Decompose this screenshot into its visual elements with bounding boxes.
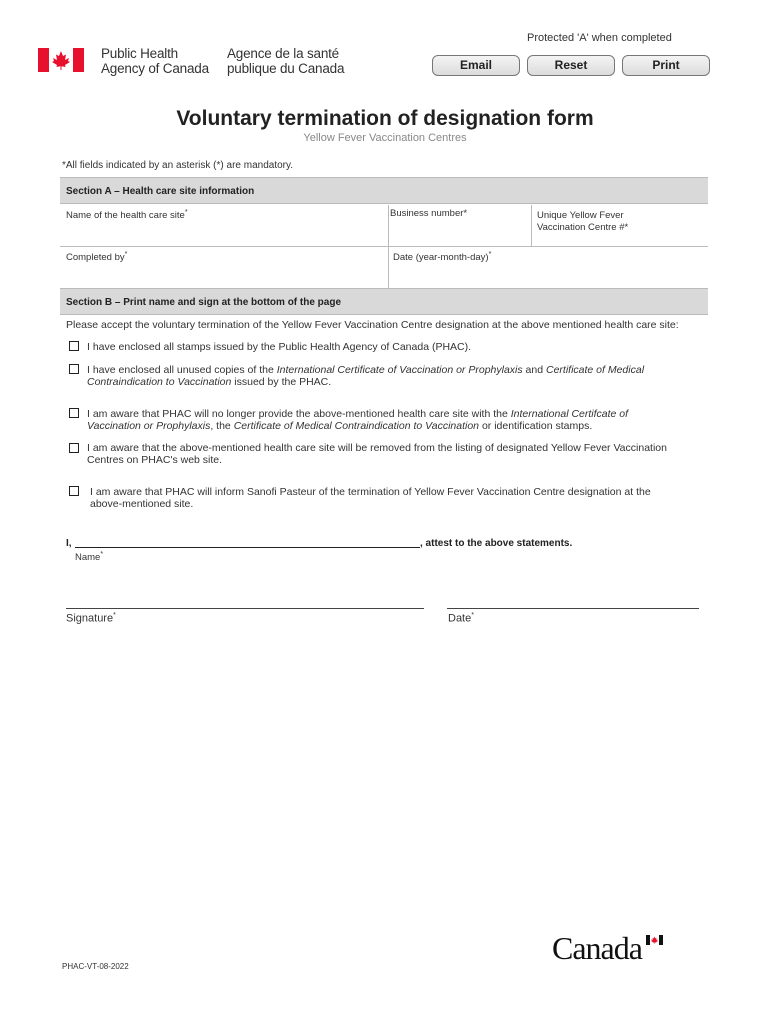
section-b-heading: Section B – Print name and sign at the bottom of the page <box>60 288 708 315</box>
site-name-label-text: Name of the health care site <box>66 210 185 222</box>
signature-date-label: Date* <box>448 612 474 625</box>
signature-date-field[interactable] <box>447 588 699 608</box>
unique-centre-label-line1: Unique Yellow Fever <box>537 210 624 221</box>
signature-label: Signature* <box>66 612 116 625</box>
divider <box>388 205 389 246</box>
print-button[interactable]: Print <box>622 55 710 76</box>
canada-flag-icon <box>38 48 84 72</box>
protected-note: Protected 'A' when completed <box>527 32 672 44</box>
inform-sanofi-checkbox[interactable] <box>69 486 79 496</box>
agency-name-en <box>101 46 209 76</box>
site-name-label: Name of the health care site* <box>66 209 188 222</box>
date-label: Date (year-month-day)* <box>393 251 492 264</box>
text-segment: or identification stamps. <box>479 420 593 432</box>
mandatory-note: *All fields indicated by an asterisk (*) are mandatory. <box>62 160 294 171</box>
stamps-enclosed-text: I have enclosed all stamps issued by the Public Health Agency of Canada (PHAC). <box>87 341 472 353</box>
signature-field[interactable] <box>66 588 424 608</box>
section-b-intro: Please accept the voluntary termination of the Yellow Fever Vaccination Centre designation at the above mentioned health care site: <box>66 319 679 331</box>
certificates-enclosed-text <box>87 364 687 388</box>
text-segment: Certificate of Medical Contraindication to Vaccination <box>233 420 480 432</box>
wordmark-flag-icon <box>646 935 663 945</box>
agency-name-fr <box>227 46 344 76</box>
removed-from-listing-checkbox[interactable] <box>69 443 79 453</box>
agency-en-line2: Agency of Canada <box>101 61 209 76</box>
certificates-enclosed-checkbox[interactable] <box>69 364 79 374</box>
unique-centre-label <box>537 210 628 234</box>
removed-from-listing-text <box>87 442 697 466</box>
agency-fr-line2: publique du Canada <box>227 61 345 76</box>
signature-line <box>66 608 424 609</box>
completed-by-field[interactable] <box>62 262 384 286</box>
removed-from-listing-line2: Centres on PHAC's web site. <box>87 454 223 466</box>
site-name-field[interactable] <box>62 220 384 244</box>
text-segment: International Certifcate of <box>510 408 629 420</box>
business-number-field[interactable] <box>392 220 528 244</box>
stamps-enclosed-checkbox[interactable] <box>69 341 79 351</box>
text-segment: I have enclosed all unused copies of the <box>87 364 277 376</box>
business-number-label: Business number* <box>390 208 468 219</box>
text-segment: issued by the PHAC. <box>231 376 332 388</box>
canada-wordmark: Canada <box>552 930 642 966</box>
attest-name-field[interactable] <box>75 532 420 547</box>
section-a-heading: Section A – Health care site information <box>60 177 708 204</box>
no-longer-provide-checkbox[interactable] <box>69 408 79 418</box>
no-longer-provide-line1 <box>87 408 687 420</box>
text-segment: , the <box>210 420 234 432</box>
divider <box>60 246 708 247</box>
completed-by-label: Completed by* <box>66 251 128 264</box>
inform-sanofi-text <box>90 486 700 510</box>
inform-sanofi-line2: above-mentioned site. <box>90 498 194 510</box>
divider <box>531 205 532 246</box>
name-label: Name* <box>75 551 104 564</box>
text-segment: Certificate of Medical <box>545 364 645 376</box>
attest-suffix: , attest to the above statements. <box>420 538 573 549</box>
divider <box>388 247 389 288</box>
agency-fr-line1: Agence de la santé <box>227 46 339 61</box>
text-segment: Contraindication to Vaccination <box>87 376 232 388</box>
unique-centre-label-line2: Vaccination Centre #* <box>537 222 629 233</box>
certificates-enclosed-line1 <box>87 364 687 376</box>
date-label-text: Date (year-month-day) <box>393 252 489 264</box>
text-segment: and <box>522 364 546 376</box>
reset-button[interactable]: Reset <box>527 55 615 76</box>
completed-by-label-text: Completed by <box>66 252 125 264</box>
unique-centre-field[interactable] <box>634 210 704 242</box>
text-segment: International Certificate of Vaccination or Prophylaxis <box>276 364 523 376</box>
signature-date-label-text: Date <box>448 612 472 625</box>
signature-label-text: Signature <box>66 612 114 625</box>
form-title: Voluntary termination of designation form <box>176 107 594 130</box>
date-signature-line <box>447 608 699 609</box>
no-longer-provide-text <box>87 408 687 432</box>
text-segment: I am aware that PHAC will no longer provide the above-mentioned health care site with the <box>87 408 511 420</box>
removed-from-listing-line1: I am aware that the above-mentioned health care site will be removed from the listing of designated Yellow Fever Vaccination <box>87 442 667 454</box>
text-segment: Vaccination or Prophylaxis <box>87 420 211 432</box>
no-longer-provide-line2 <box>87 420 687 432</box>
certificates-enclosed-line2 <box>87 376 687 388</box>
form-code: PHAC-VT-08-2022 <box>62 962 129 971</box>
date-field[interactable] <box>392 262 704 286</box>
name-label-text: Name <box>75 552 101 564</box>
attest-prefix: I, <box>66 538 72 549</box>
attest-name-line <box>75 547 420 548</box>
form-subtitle: Yellow Fever Vaccination Centres <box>303 132 467 144</box>
inform-sanofi-line1: I am aware that PHAC will inform Sanofi Pasteur of the termination of Yellow Fever Vaccination Centre designation at the <box>90 486 651 498</box>
email-button[interactable]: Email <box>432 55 520 76</box>
agency-en-line1: Public Health <box>101 46 178 61</box>
